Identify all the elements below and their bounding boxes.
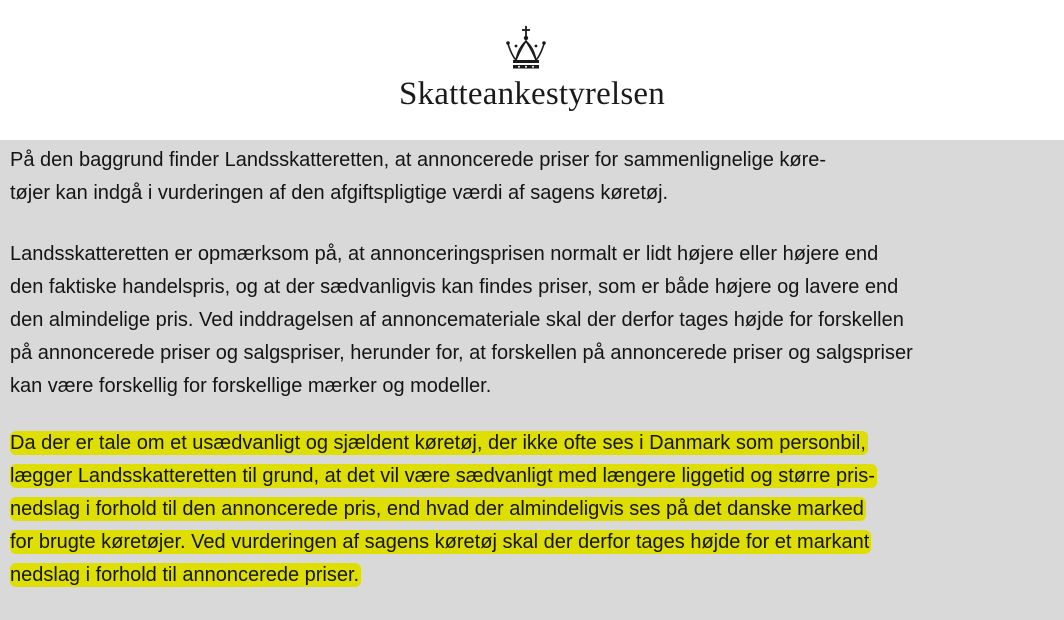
text-line: den faktiske handelspris, og at der sædvanligvis kan findes priser, som er både højere og lavere end (10, 276, 899, 298)
text-line: På den baggrund finder Landsskatteretten, at annoncerede priser for sammenlignelige køre- (10, 149, 827, 171)
highlighted-line (10, 493, 1060, 526)
highlighted-line (10, 526, 1060, 559)
document-body (0, 140, 1064, 620)
highlighted-line (10, 559, 1060, 592)
highlight-mark: for brugte køretøjer. Ved vurderingen af sagens køretøj skal der derfor tages højde for et markant (10, 531, 870, 553)
paragraph-1 (10, 144, 1060, 210)
paragraph-2 (10, 238, 1060, 403)
highlight-mark: nedslag i forhold til annoncerede priser. (10, 564, 360, 586)
text-line: kan være forskellig for forskellige mærker og modeller. (10, 375, 492, 397)
highlighted-line (10, 427, 1060, 460)
highlight-mark: Da der er tale om et usædvanligt og sjældent køretøj, der ikke ofte ses i Danmark som personbil, (10, 432, 866, 454)
crown-logo (502, 24, 550, 72)
highlight-mark: lægger Landsskatteretten til grund, at det vil være sædvanligt med længere liggetid og større pris- (10, 465, 875, 487)
highlighted-line (10, 460, 1060, 493)
text-line: tøjer kan indgå i vurderingen af den afgiftspligtige værdi af sagens køretøj. (10, 182, 669, 204)
letterhead (0, 0, 1064, 140)
organization-name: Skatteankestyrelsen (399, 76, 665, 112)
highlight-mark: nedslag i forhold til den annoncerede pris, end hvad der almindeligvis ses på det danske marked (10, 498, 864, 520)
paragraph-3-highlighted (10, 427, 1060, 592)
text-line: på annoncerede priser og salgspriser, herunder for, at forskellen på annoncerede priser og salgspriser (10, 342, 913, 364)
text-line: Landsskatteretten er opmærksom på, at annonceringsprisen normalt er lidt højere eller højere end (10, 243, 879, 265)
text-line: den almindelige pris. Ved inddragelsen af annoncemateriale skal der derfor tages højde for forskellen (10, 309, 904, 331)
